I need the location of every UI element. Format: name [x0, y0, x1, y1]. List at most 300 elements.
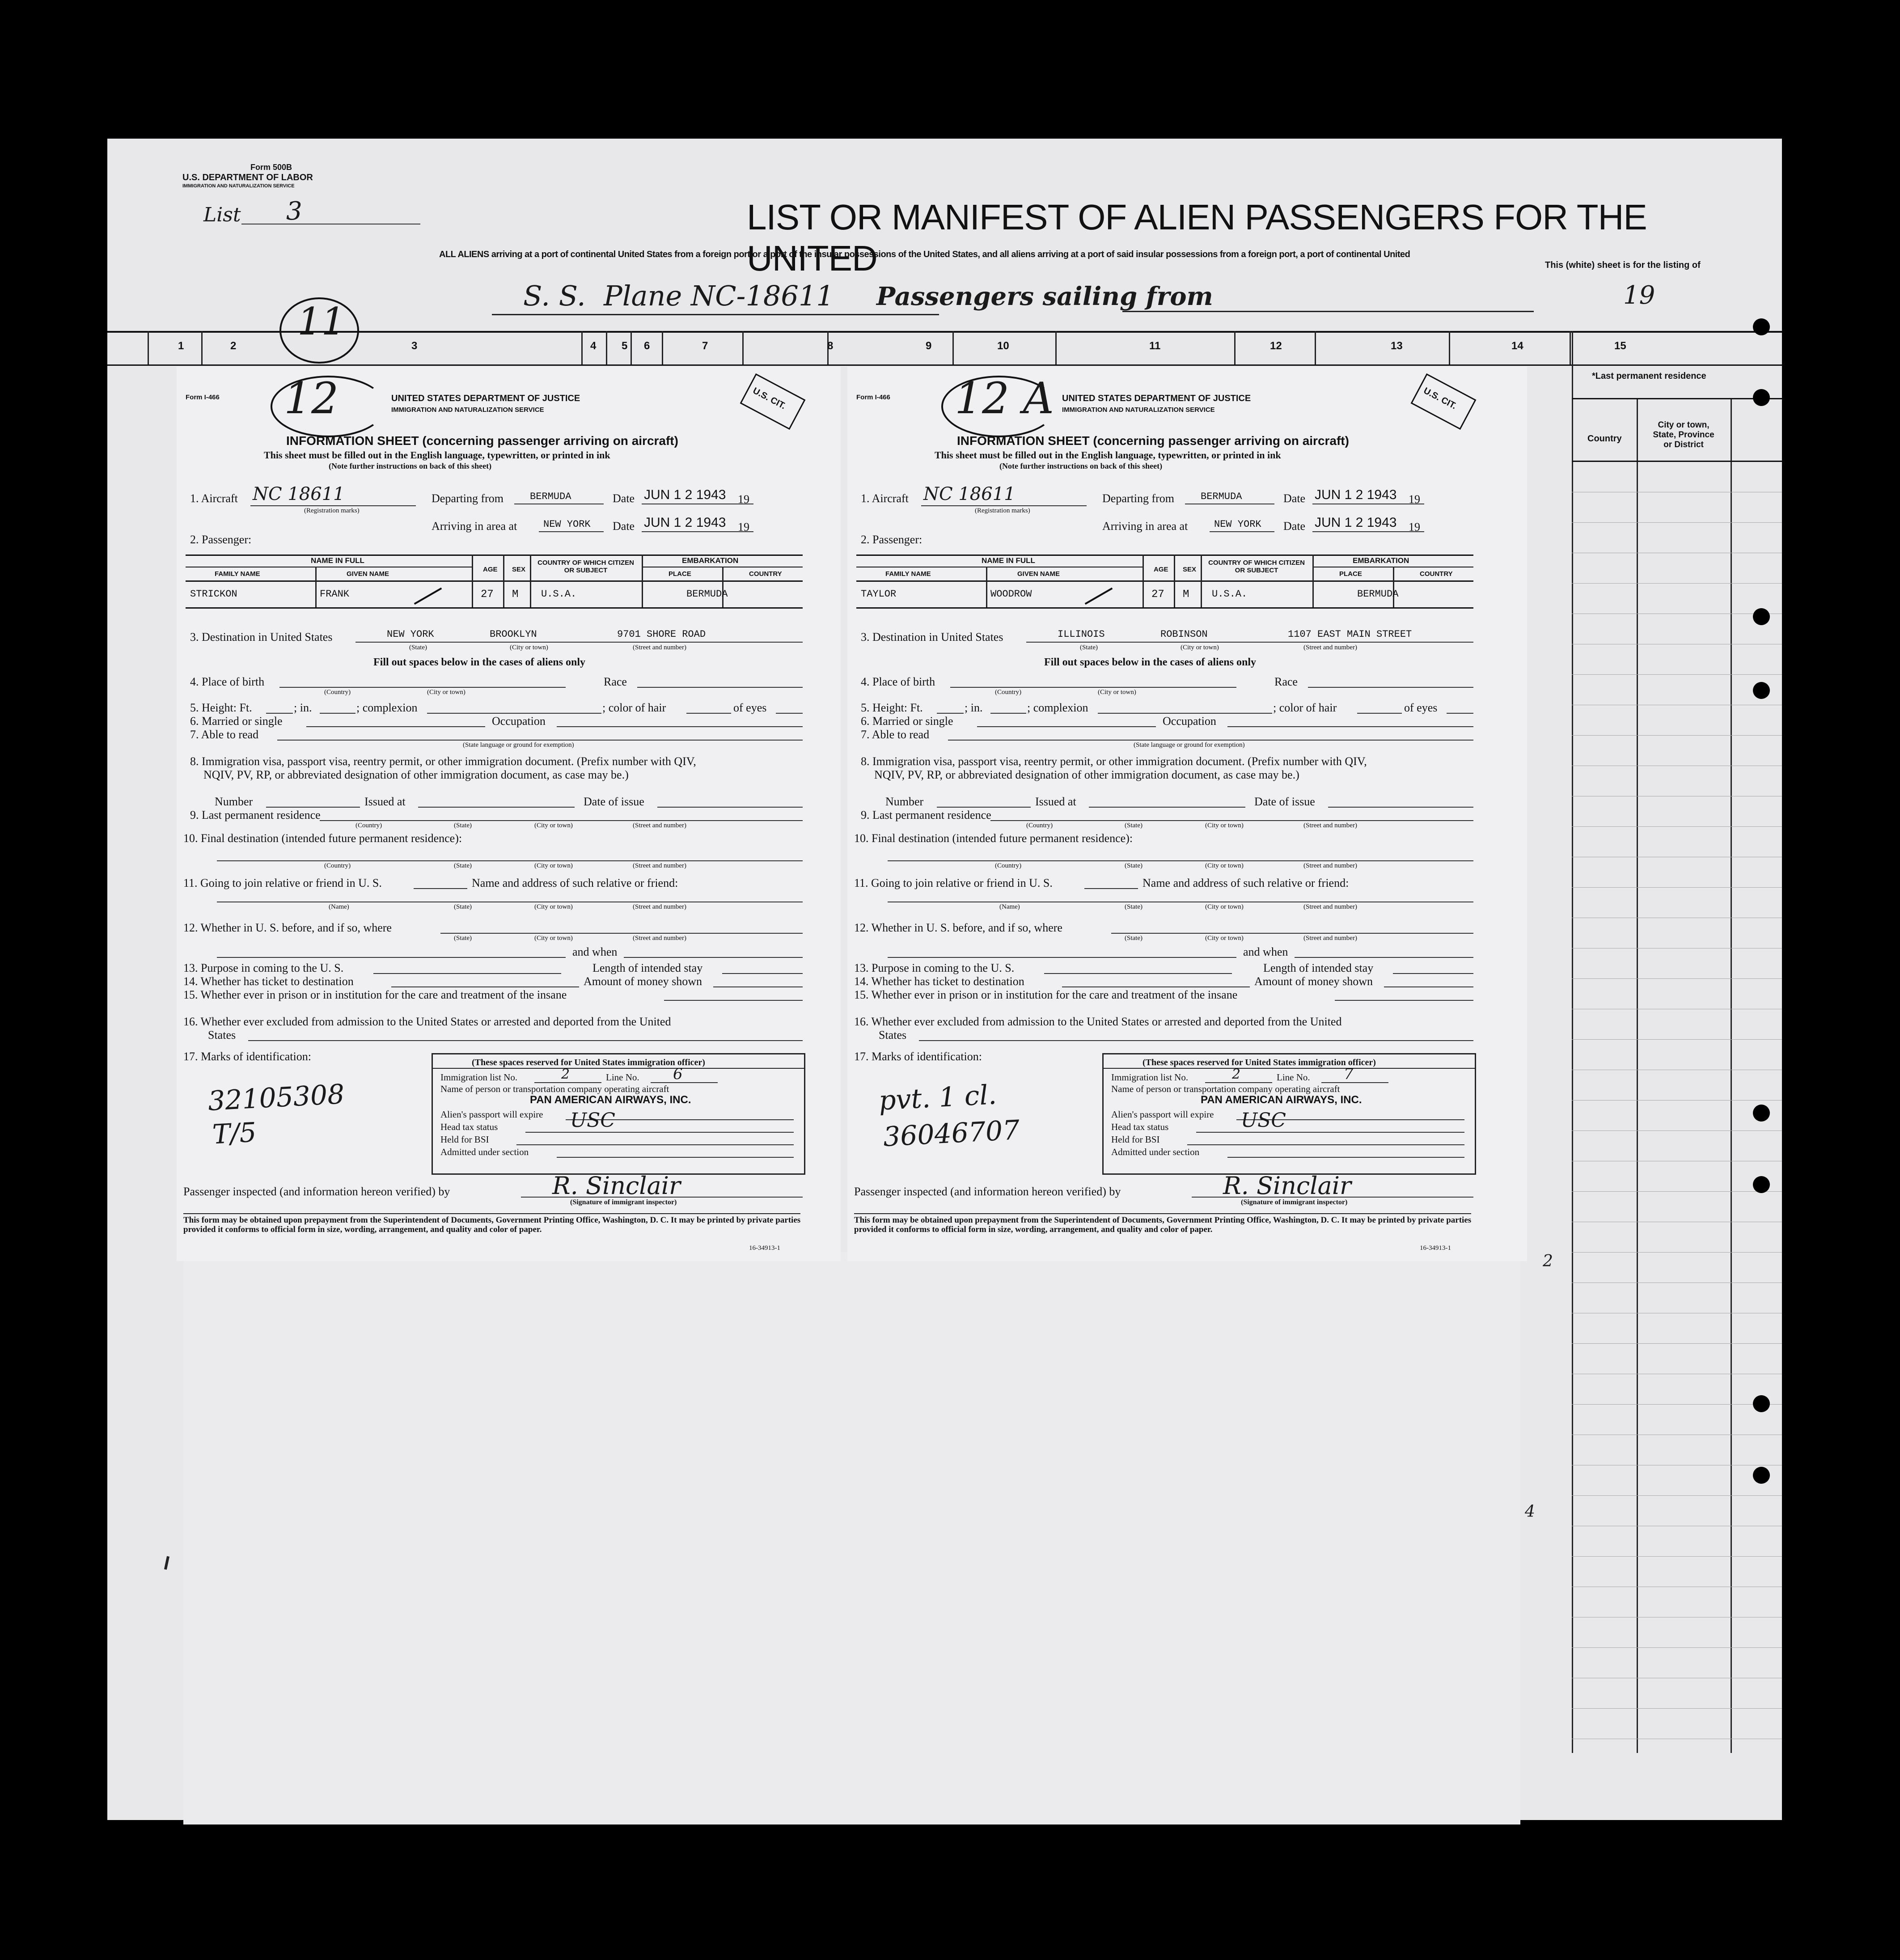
age-value: 27 [481, 588, 494, 601]
manifest-title: LIST OR MANIFEST OF ALIEN PASSENGERS FOR THE UNITED [747, 197, 1647, 278]
identification-marks: 32105308 [207, 1079, 346, 1117]
place-header: PLACE [1339, 570, 1362, 578]
information-sheet-left [177, 367, 841, 1261]
company-value: PAN AMERICAN AIRWAYS, INC. [530, 1094, 691, 1106]
circled-number: 12 [284, 373, 339, 423]
binder-hole [1753, 1105, 1770, 1122]
passport-expire-label: Alien's passport will expire [1111, 1109, 1214, 1120]
q8-label: 8. Immigration visa, passport visa, reentry permit, or other immigration document. (Prefix number with QIV, [861, 755, 1367, 768]
given-name-value: WOODROW [990, 588, 1032, 600]
citizen-header: COUNTRY OF WHICH CITIZEN OR SUBJECT [1208, 559, 1305, 574]
head-tax-field[interactable] [525, 1132, 794, 1133]
arrival-date-label: Date [1283, 520, 1306, 533]
immigration-list-value: 2 [561, 1067, 570, 1082]
form-instructions-note: (Note further instructions on back of this sheet) [999, 461, 1163, 470]
street-caption: (Street and number) [1303, 862, 1357, 869]
manifest-subtitle-2: This (white) sheet is for the listing of [1545, 260, 1701, 270]
col15-row-rule [1572, 522, 1782, 523]
bsi-label: Held for BSI [1111, 1134, 1160, 1145]
birthplace-field[interactable] [279, 687, 566, 688]
hair-color-field[interactable] [1357, 713, 1402, 714]
length-of-stay-field[interactable] [722, 973, 803, 974]
q13-label: 13. Purpose in coming to the U. S. [854, 961, 1015, 974]
race-field[interactable] [1308, 687, 1473, 688]
money-shown-label: Amount of money shown [584, 975, 702, 988]
q12-label: 12. Whether in U. S. before, and if so, where [854, 921, 1062, 934]
height-in-field[interactable] [320, 713, 355, 714]
circled-number: 12 A [955, 373, 1054, 423]
column-number: 8 [827, 340, 834, 352]
aircraft-field[interactable] [250, 505, 416, 506]
column-number: 2 [230, 340, 237, 352]
column-number: 7 [702, 340, 708, 352]
length-of-stay-label: Length of intended stay [1263, 961, 1374, 974]
aircraft-label: 1. Aircraft [861, 492, 909, 505]
eyes-field[interactable] [1447, 713, 1473, 714]
country-header: COUNTRY [1420, 570, 1453, 578]
binder-hole [1753, 318, 1770, 335]
date-of-issue-field[interactable] [657, 807, 803, 808]
column-number: 13 [1391, 340, 1403, 352]
official-box-rule [1104, 1068, 1475, 1069]
table-divider [1201, 555, 1202, 607]
company-value: PAN AMERICAN AIRWAYS, INC. [1201, 1094, 1362, 1106]
issued-at-field[interactable] [1089, 807, 1245, 808]
stray-mark [164, 1556, 169, 1570]
head-tax-label: Head tax status [1111, 1122, 1169, 1132]
binder-hole [1753, 1467, 1770, 1484]
and-when-field[interactable] [1295, 957, 1473, 958]
line-no-field[interactable] [651, 1082, 718, 1083]
street-caption: (Street and number) [633, 644, 686, 651]
col15-subheader-rule [1572, 461, 1782, 462]
city-caption: (City or town) [1205, 903, 1244, 910]
identification-marks-2: 36046707 [882, 1114, 1021, 1153]
q7-label: 7. Able to read [190, 728, 259, 741]
bsi-field[interactable] [1187, 1144, 1464, 1145]
head-tax-value: USC [1241, 1109, 1286, 1132]
date-label: Date [613, 492, 635, 505]
q8-label: 8. Immigration visa, passport visa, reentry permit, or other immigration document. (Prefix number with QIV, [190, 755, 696, 768]
prison-field[interactable] [664, 1000, 803, 1001]
q5-label: 5. Height: Ft. [861, 701, 923, 714]
given-name-header: GIVEN NAME [347, 570, 389, 578]
issued-at-field[interactable] [418, 807, 575, 808]
final-destination-field[interactable] [888, 860, 1473, 861]
binder-hole [1753, 608, 1770, 625]
ship-prefix: S. S. [523, 279, 586, 312]
q14-label: 14. Whether has ticket to destination [854, 975, 1024, 988]
destination-label: 3. Destination in United States [861, 631, 1003, 643]
column-number: 9 [926, 340, 932, 352]
street-caption: (Street and number) [633, 822, 686, 829]
height-in-field[interactable] [990, 713, 1026, 714]
q15-label: 15. Whether ever in prison or in institution for the care and treatment of the insane [183, 988, 567, 1001]
aircraft-caption: (Registration marks) [304, 507, 360, 514]
q9-label: 9. Last permanent residence [190, 809, 321, 821]
immigration-list-label: Immigration list No. [1111, 1072, 1189, 1083]
purpose-field[interactable] [1044, 973, 1232, 974]
occupation-field[interactable] [557, 726, 803, 727]
city-caption: (City or town) [427, 689, 465, 696]
year-suffix: 19 [738, 521, 749, 533]
state-caption: (State) [1080, 644, 1098, 651]
state-caption: (State) [454, 903, 472, 910]
city-caption: (City or town) [1098, 689, 1136, 696]
q14-label: 14. Whether has ticket to destination [183, 975, 354, 988]
given-name-value: FRANK [320, 588, 350, 600]
col15-row-rule [1572, 826, 1782, 827]
height-ft-field[interactable] [937, 713, 964, 714]
column-divider [631, 331, 632, 364]
state-caption: (State) [454, 822, 472, 829]
passenger-table-bottom [186, 607, 803, 609]
column-divider [1315, 331, 1316, 364]
country-caption: (Country) [995, 862, 1022, 869]
race-field[interactable] [637, 687, 803, 688]
table-divider [1312, 555, 1314, 607]
sex-value: M [1183, 588, 1189, 601]
q7-caption: (State language or ground for exemption) [463, 741, 574, 749]
table-divider [472, 555, 473, 607]
q7-caption: (State language or ground for exemption) [1134, 741, 1245, 749]
money-shown-field[interactable] [1384, 986, 1473, 987]
form-service: IMMIGRATION AND NATURALIZATION SERVICE [391, 406, 544, 414]
city-caption: (City or town) [1205, 935, 1244, 942]
country-caption: (Country) [324, 862, 351, 869]
q17-label: 17. Marks of identification: [854, 1050, 982, 1063]
head-tax-label: Head tax status [440, 1122, 498, 1132]
column-divider [742, 331, 744, 364]
footer-code: 16-34913-1 [749, 1245, 780, 1252]
destination-street: 9701 SHORE ROAD [617, 629, 706, 640]
pen-stroke [1085, 588, 1113, 605]
manifest-form-number: Form 500B [250, 163, 292, 172]
q11-label-2: Name and address of such relative or friend: [472, 876, 678, 889]
bsi-field[interactable] [516, 1144, 794, 1145]
q6-label: 6. Married or single [861, 715, 953, 728]
year-suffix: 19 [1409, 493, 1420, 506]
hair-color-field[interactable] [686, 713, 731, 714]
purpose-field[interactable] [373, 973, 561, 974]
country-caption: (Country) [1026, 822, 1053, 829]
form-footer: This form may be obtained upon prepayment from the Superintendent of Documents, Government Printing Office, Washington, D. C. It may be printed by private parties provided it conforms to official form in size, wording, arrangement, and quality and color of paper. [183, 1215, 801, 1234]
ship-name: Plane NC-18611 [604, 279, 834, 312]
q10-label: 10. Final destination (intended future permanent residence): [183, 832, 462, 845]
q16-label-2: States [208, 1029, 236, 1041]
ticket-field[interactable] [391, 986, 579, 987]
column-number: 6 [644, 340, 650, 352]
head-tax-field[interactable] [1196, 1132, 1464, 1133]
join-relative-field[interactable] [1084, 888, 1138, 889]
q5-label: 5. Height: Ft. [190, 701, 252, 714]
place-header: PLACE [669, 570, 691, 578]
city-caption: (City or town) [1205, 822, 1244, 829]
sex-value: M [512, 588, 519, 601]
document-number-field[interactable] [266, 807, 360, 808]
table-divider [986, 567, 987, 607]
q11-label: 11. Going to join relative or friend in U. S. [183, 876, 382, 889]
money-shown-label: Amount of money shown [1254, 975, 1373, 988]
passenger-label: 2. Passenger: [861, 533, 922, 546]
passenger-table-top [856, 555, 1473, 556]
destination-field[interactable] [1026, 642, 1473, 643]
country-caption: (Country) [355, 822, 382, 829]
form-instructions-note: (Note further instructions on back of this sheet) [329, 461, 492, 470]
city-caption: (City or town) [534, 822, 573, 829]
departing-value: BERMUDA [1201, 491, 1242, 502]
join-relative-field[interactable] [414, 888, 467, 889]
previous-us-field[interactable] [1111, 933, 1473, 934]
passenger-table-header-bottom [186, 580, 803, 582]
prison-field[interactable] [1335, 1000, 1473, 1001]
passport-expire-label: Alien's passport will expire [440, 1109, 543, 1120]
column-number: 10 [997, 340, 1009, 352]
sex-header: SEX [1183, 566, 1197, 573]
column-number: 3 [411, 340, 418, 352]
previous-us-field-2[interactable] [217, 957, 566, 958]
citizen-value: U.S.A. [1212, 588, 1248, 600]
binder-hole [1753, 389, 1770, 406]
able-to-read-field[interactable] [948, 740, 1473, 741]
col15-country: Country [1587, 434, 1622, 444]
col15-row-rule [1572, 583, 1782, 584]
col15-left-border [1572, 331, 1573, 1753]
admitted-label: Admitted under section [440, 1147, 529, 1157]
excluded-field[interactable] [248, 1040, 803, 1041]
street-caption: (Street and number) [1303, 903, 1357, 910]
street-caption: (Street and number) [1303, 644, 1357, 651]
eyes-field[interactable] [776, 713, 803, 714]
table-divider [530, 555, 531, 607]
able-to-read-field[interactable] [277, 740, 803, 741]
state-caption: (State) [454, 935, 472, 942]
previous-us-field[interactable] [440, 933, 803, 934]
marital-field[interactable] [306, 726, 485, 727]
form-service: IMMIGRATION AND NATURALIZATION SERVICE [1062, 406, 1215, 414]
footer-code: 16-34913-1 [1420, 1245, 1451, 1252]
footer-rule [183, 1213, 800, 1214]
q16-label: 16. Whether ever excluded from admission to the United States or arrested and deported from the United [854, 1015, 1342, 1028]
passenger-label: 2. Passenger: [190, 533, 252, 546]
and-when-label: and when [572, 945, 618, 958]
immigration-list-value: 2 [1232, 1067, 1241, 1082]
official-box-header: (These spaces reserved for United States immigration officer) [1143, 1058, 1376, 1067]
line-no-label: Line No. [1277, 1072, 1310, 1083]
state-caption: (State) [1125, 862, 1143, 869]
arriving-label: Arriving in area at [432, 520, 517, 533]
form-title: INFORMATION SHEET (concerning passenger arriving on aircraft) [286, 434, 678, 448]
arrival-date-label: Date [613, 520, 635, 533]
marital-field[interactable] [977, 726, 1156, 727]
table-divider [1393, 567, 1394, 607]
manifest-subtitle-1: ALL ALIENS arriving at a port of continental United States from a foreign port or a port of the insular possessions of the United States, and all aliens arriving at a port of said insular possessions from a foreign port, a port of continental United [439, 250, 1410, 259]
hair-color-label: ; color of hair [1273, 701, 1337, 714]
sailing-from-line [1122, 311, 1534, 312]
column-divider [662, 331, 663, 364]
inspector-signature: R. Sinclair [1223, 1172, 1351, 1200]
col15-row-rule [1572, 1708, 1782, 1709]
number-label: Number [215, 795, 253, 808]
race-label: Race [604, 675, 627, 688]
form-number: Form I-466 [186, 394, 220, 401]
name-in-full-header: NAME IN FULL [311, 556, 364, 565]
aircraft-field[interactable] [921, 505, 1087, 506]
q16-label-2: States [879, 1029, 907, 1041]
street-caption: (Street and number) [633, 935, 686, 942]
form-dept: UNITED STATES DEPARTMENT OF JUSTICE [1062, 394, 1251, 403]
binder-hole [1753, 1395, 1770, 1412]
document-number-field[interactable] [937, 807, 1031, 808]
column-divider [606, 331, 607, 364]
arriving-field[interactable] [1210, 531, 1274, 532]
destination-field[interactable] [355, 642, 803, 643]
name-in-full-header: NAME IN FULL [982, 556, 1035, 565]
signature-caption: (Signature of immigrant inspector) [1241, 1198, 1348, 1206]
race-label: Race [1274, 675, 1298, 688]
city-caption: (City or town) [510, 644, 548, 651]
height-in-label: ; in. [294, 701, 312, 714]
q6-label: 6. Married or single [190, 715, 283, 728]
year-label: 19 [1623, 281, 1655, 310]
column-divider [1570, 331, 1571, 364]
aircraft-label: 1. Aircraft [190, 492, 238, 505]
arriving-value: NEW YORK [543, 519, 591, 530]
line-no-value: 6 [673, 1065, 683, 1083]
state-caption: (State) [1125, 903, 1143, 910]
col15-row-rule [1572, 1495, 1782, 1496]
street-caption: (Street and number) [633, 862, 686, 869]
date-label: Date [1283, 492, 1306, 505]
family-name-value: STRICKON [190, 588, 237, 600]
embarkation-header: EMBARKATION [682, 556, 739, 565]
departure-date: JUN 1 2 1943 [644, 487, 726, 502]
complexion-field[interactable] [1098, 713, 1272, 714]
column-number: 12 [1270, 340, 1282, 352]
occupation-field[interactable] [1227, 726, 1473, 727]
height-ft-field[interactable] [266, 713, 293, 714]
previous-us-field-2[interactable] [888, 957, 1236, 958]
head-tax-value: USC [570, 1109, 615, 1132]
aliens-only-note: Fill out spaces below in the cases of aliens only [373, 656, 586, 668]
passenger-table-header-bottom [856, 580, 1473, 582]
company-label: Name of person or transportation company operating aircraft [440, 1084, 669, 1094]
list-value: 3 [286, 197, 302, 226]
length-of-stay-field[interactable] [1393, 973, 1473, 974]
immigration-list-field[interactable] [534, 1082, 601, 1083]
line-no-value: 7 [1344, 1065, 1354, 1083]
column-divider [581, 331, 583, 364]
blank-backing-sheet [183, 1252, 1520, 1825]
year-suffix: 19 [738, 493, 749, 506]
departing-label: Departing from [1102, 492, 1175, 505]
last-residence-field[interactable] [990, 820, 1473, 821]
manifest-service: IMMIGRATION AND NATURALIZATION SERVICE [182, 183, 295, 189]
ship-underline [492, 314, 939, 315]
admitted-field[interactable] [1227, 1157, 1464, 1158]
date-of-issue-field[interactable] [1328, 807, 1473, 808]
departure-date: JUN 1 2 1943 [1315, 487, 1397, 502]
column-number: 14 [1511, 340, 1523, 352]
q16-label: 16. Whether ever excluded from admission to the United States or arrested and deported from the United [183, 1015, 671, 1028]
identification-marks: pvt. 1 cl. [878, 1079, 998, 1117]
family-name-header: FAMILY NAME [215, 570, 260, 578]
admitted-field[interactable] [557, 1157, 794, 1158]
immigration-list-field[interactable] [1205, 1082, 1272, 1083]
city-caption: (City or town) [1205, 862, 1244, 869]
company-label: Name of person or transportation company operating aircraft [1111, 1084, 1340, 1094]
name-caption: (Name) [329, 903, 349, 910]
arrival-date-field[interactable] [1312, 531, 1424, 532]
information-sheet-right [847, 367, 1527, 1261]
sex-header: SEX [512, 566, 526, 573]
margin-mark-2: 4 [1525, 1503, 1535, 1521]
complexion-field[interactable] [427, 713, 601, 714]
and-when-field[interactable] [624, 957, 803, 958]
age-header: AGE [483, 566, 498, 573]
family-name-value: TAYLOR [861, 588, 897, 600]
issued-at-label: Issued at [1035, 795, 1076, 808]
citizen-value: U.S.A. [541, 588, 577, 600]
final-destination-field[interactable] [217, 860, 803, 861]
country-header: COUNTRY [749, 570, 782, 578]
admitted-label: Admitted under section [1111, 1147, 1200, 1157]
q4-label: 4. Place of birth [190, 675, 265, 688]
binder-hole [1753, 682, 1770, 699]
occupation-label: Occupation [1163, 715, 1216, 728]
given-name-header: GIVEN NAME [1017, 570, 1060, 578]
departing-label: Departing from [432, 492, 504, 505]
col15-city: City or town, State, Province or District [1653, 420, 1714, 449]
state-caption: (State) [1125, 822, 1143, 829]
arriving-field[interactable] [539, 531, 604, 532]
line-no-field[interactable] [1321, 1082, 1388, 1083]
ticket-field[interactable] [1062, 986, 1250, 987]
age-header: AGE [1154, 566, 1168, 573]
birthplace-field[interactable] [950, 687, 1236, 688]
sheet-number: 11 [297, 300, 345, 343]
complexion-label: ; complexion [1027, 701, 1088, 714]
official-box-rule [433, 1068, 804, 1069]
line-no-label: Line No. [606, 1072, 639, 1083]
citizen-header: COUNTRY OF WHICH CITIZEN OR SUBJECT [537, 559, 634, 574]
col15-row-rule [1572, 674, 1782, 675]
city-caption: (City or town) [534, 935, 573, 942]
arrival-date-field[interactable] [642, 531, 753, 532]
destination-street: 1107 EAST MAIN STREET [1288, 629, 1412, 640]
aircraft-value: NC 18611 [253, 484, 345, 504]
destination-label: 3. Destination in United States [190, 631, 333, 643]
state-caption: (State) [409, 644, 427, 651]
col15-row-rule [1572, 1343, 1782, 1344]
col15-row-rule [1572, 1100, 1782, 1101]
money-shown-field[interactable] [713, 986, 803, 987]
excluded-field[interactable] [919, 1040, 1473, 1041]
street-caption: (Street and number) [633, 903, 686, 910]
col15-row-rule [1572, 887, 1782, 888]
aircraft-value: NC 18611 [923, 484, 1016, 504]
column-number: 15 [1614, 340, 1626, 352]
column-divider [1449, 331, 1450, 364]
citizen-stamp: U.S. CIT. [751, 385, 787, 411]
form-instructions: This sheet must be filled out in the English language, typewritten, or printed in ink [264, 449, 610, 461]
column-divider [1055, 331, 1057, 364]
table-divider [722, 567, 724, 607]
aircraft-caption: (Registration marks) [975, 507, 1030, 514]
footer-rule [854, 1213, 1471, 1214]
last-residence-field[interactable] [320, 820, 803, 821]
immigration-list-label: Immigration list No. [440, 1072, 518, 1083]
